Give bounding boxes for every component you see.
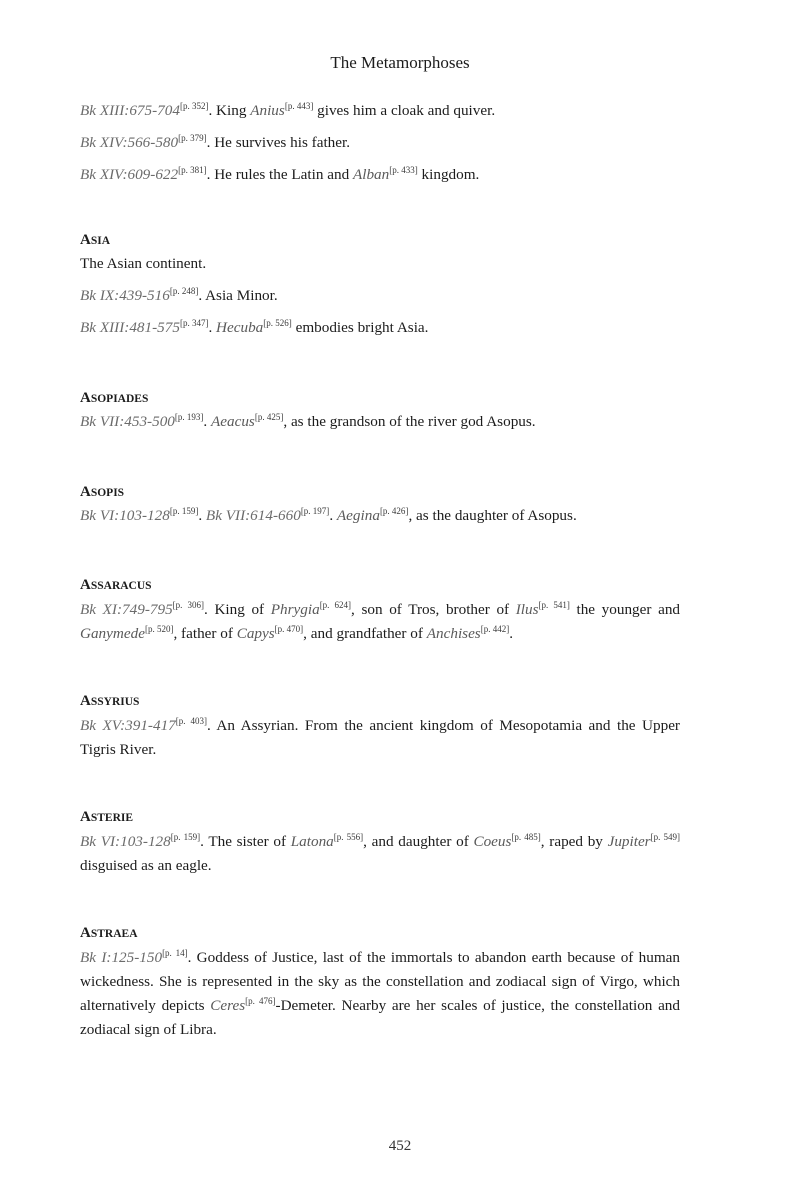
- name-link[interactable]: Coeus: [473, 833, 512, 850]
- page-reference-link[interactable]: [p. 379]: [178, 132, 207, 143]
- page-reference-link[interactable]: [p. 433]: [389, 164, 418, 175]
- entry-headword: ASOPIADES: [80, 390, 149, 406]
- name-link[interactable]: Hecuba: [216, 319, 264, 336]
- entry-line: Bk VI:103-128[p. 159]. Bk VII:614-660[p. 197]. Aegina[p. 426], as the daughter of Asopus.: [80, 505, 577, 524]
- entry-asopis: [80, 481, 680, 537]
- name-link[interactable]: Capys: [236, 625, 275, 642]
- book-reference-link[interactable]: Bk XIV:609-622: [80, 166, 179, 183]
- page-reference-link[interactable]: [p. 426]: [379, 505, 409, 516]
- name-link[interactable]: Anchises: [426, 625, 481, 642]
- page-reference-link[interactable]: [p. 549]: [650, 831, 680, 842]
- entry-headword: ASSYRIUS: [80, 693, 140, 709]
- name-link[interactable]: Aegina: [336, 507, 380, 524]
- name-link[interactable]: Alban: [352, 166, 390, 183]
- name-link[interactable]: Ilus: [515, 601, 539, 618]
- name-link[interactable]: Aeacus: [210, 413, 255, 430]
- book-reference-link[interactable]: Bk IX:439-516: [80, 287, 170, 304]
- entry-paragraph: Bk I:125-150[p. 14]. Goddess of Justice, last of the immortals to abandon earth because of human wickedness. She is represented in the sky as the constellation and zodiacal sign of Virgo, which alternatively depicts Ceres[p. 476]-Demeter. Nearby are her scales of justice, the constellation and zodiacal sign of Libra.: [80, 947, 680, 1038]
- entry-paragraph: Bk XI:749-795[p. 306]. King of Phrygia[p. 624], son of Tros, brother of Ilus[p. 541] the younger and Ganymede[p. 520], father of Capys[p. 470], and grandfather of Anchises[p. 442].: [80, 599, 681, 642]
- name-link[interactable]: Latona: [290, 833, 334, 850]
- entry-line: Bk XIII:481-575[p. 347]. Hecuba[p. 526] embodies bright Asia.: [80, 317, 429, 336]
- name-link[interactable]: Phrygia: [270, 601, 320, 618]
- book-reference-link[interactable]: Bk VI:103-128: [80, 507, 170, 524]
- entry-line: Bk XIV:609-622[p. 381]. He rules the Latin and Alban[p. 433] kingdom.: [80, 164, 480, 183]
- page-reference-link[interactable]: [p. 470]: [274, 623, 304, 634]
- book-reference-link[interactable]: Bk I:125-150: [80, 949, 163, 966]
- page-reference-link[interactable]: [p. 347]: [179, 317, 209, 328]
- entry-assyrius: [80, 690, 680, 762]
- book-reference-link[interactable]: Bk VII:614-660: [205, 507, 301, 524]
- entry-headword: ASTRAEA: [80, 925, 138, 941]
- name-link[interactable]: Ganymede: [80, 625, 145, 642]
- entry-astraea: [80, 922, 680, 1042]
- page-reference-link[interactable]: [p. 381]: [178, 164, 207, 175]
- entry-paragraph: Bk XV:391-417[p. 403]. An Assyrian. From the ancient kingdom of Mesopotamia and the Upper Tigris River.: [80, 715, 680, 758]
- entry-headword: ASTERIE: [80, 809, 134, 825]
- entry-line: Bk VII:453-500[p. 193]. Aeacus[p. 425], as the grandson of the river god Asopus.: [80, 411, 536, 430]
- page-reference-link[interactable]: [p. 306]: [172, 599, 205, 610]
- running-head: The Metamorphoses: [330, 53, 470, 72]
- page-reference-link[interactable]: [p. 159]: [170, 831, 201, 842]
- book-reference-link[interactable]: Bk XIV:566-580: [80, 134, 179, 151]
- book-reference-link[interactable]: Bk XIII:481-575: [80, 319, 180, 336]
- entry-asopiades: [80, 387, 680, 443]
- page-reference-link[interactable]: [p. 197]: [300, 505, 330, 516]
- entry-description: The Asian continent.: [80, 255, 207, 272]
- book-reference-link[interactable]: Bk VII:453-500: [80, 413, 175, 430]
- entry-line: Bk XIII:675-704[p. 352]. King Anius[p. 443] gives him a cloak and quiver.: [80, 100, 496, 119]
- book-reference-link[interactable]: Bk XV:391-417: [80, 717, 176, 734]
- entry-headword: ASSARACUS: [80, 577, 152, 593]
- page-reference-link[interactable]: [p. 476]: [245, 995, 276, 1006]
- page-reference-link[interactable]: [p. 403]: [175, 715, 207, 726]
- name-link[interactable]: Anius: [250, 102, 285, 119]
- page-reference-link[interactable]: [p. 485]: [511, 831, 541, 842]
- entry-paragraph: Bk VI:103-128[p. 159]. The sister of Latona[p. 556], and daughter of Coeus[p. 485], raped by Jupiter[p. 549] disguised as an eagle.: [80, 831, 680, 874]
- name-link[interactable]: Ceres: [210, 997, 246, 1014]
- entry-line: Bk IX:439-516[p. 248]. Asia Minor.: [80, 285, 278, 304]
- page-reference-link[interactable]: [p. 352]: [179, 100, 209, 111]
- page-reference-link[interactable]: [p. 541]: [538, 599, 570, 610]
- page-reference-link[interactable]: [p. 442]: [480, 623, 510, 634]
- page-reference-link[interactable]: [p. 248]: [169, 285, 199, 296]
- page-reference-link[interactable]: [p. 526]: [263, 317, 292, 328]
- page-reference-link[interactable]: [p. 193]: [174, 411, 204, 422]
- page-number: 452: [388, 1138, 412, 1154]
- entry-line: Bk XIV:566-580[p. 379]. He survives his father.: [80, 132, 351, 151]
- entry-asia: [80, 229, 680, 349]
- page-reference-link[interactable]: [p. 14]: [162, 947, 188, 958]
- name-link[interactable]: Jupiter: [607, 833, 651, 850]
- book-reference-link[interactable]: Bk XI:749-795: [80, 601, 173, 618]
- continuation-entry: [80, 100, 680, 196]
- entry-headword: ASOPIS: [80, 484, 125, 500]
- entry-asterie: [80, 806, 680, 878]
- book-reference-link[interactable]: Bk VI:103-128: [80, 833, 171, 850]
- page-reference-link[interactable]: [p. 425]: [254, 411, 284, 422]
- entry-assaracus: [80, 574, 680, 646]
- book-reference-link[interactable]: Bk XIII:675-704: [80, 102, 180, 119]
- page-reference-link[interactable]: [p. 556]: [333, 831, 364, 842]
- page-reference-link[interactable]: [p. 159]: [169, 505, 199, 516]
- page-reference-link[interactable]: [p. 520]: [144, 623, 174, 634]
- page-reference-link[interactable]: [p. 443]: [284, 100, 314, 111]
- page-reference-link[interactable]: [p. 624]: [319, 599, 352, 610]
- entry-headword: ASIA: [80, 232, 111, 248]
